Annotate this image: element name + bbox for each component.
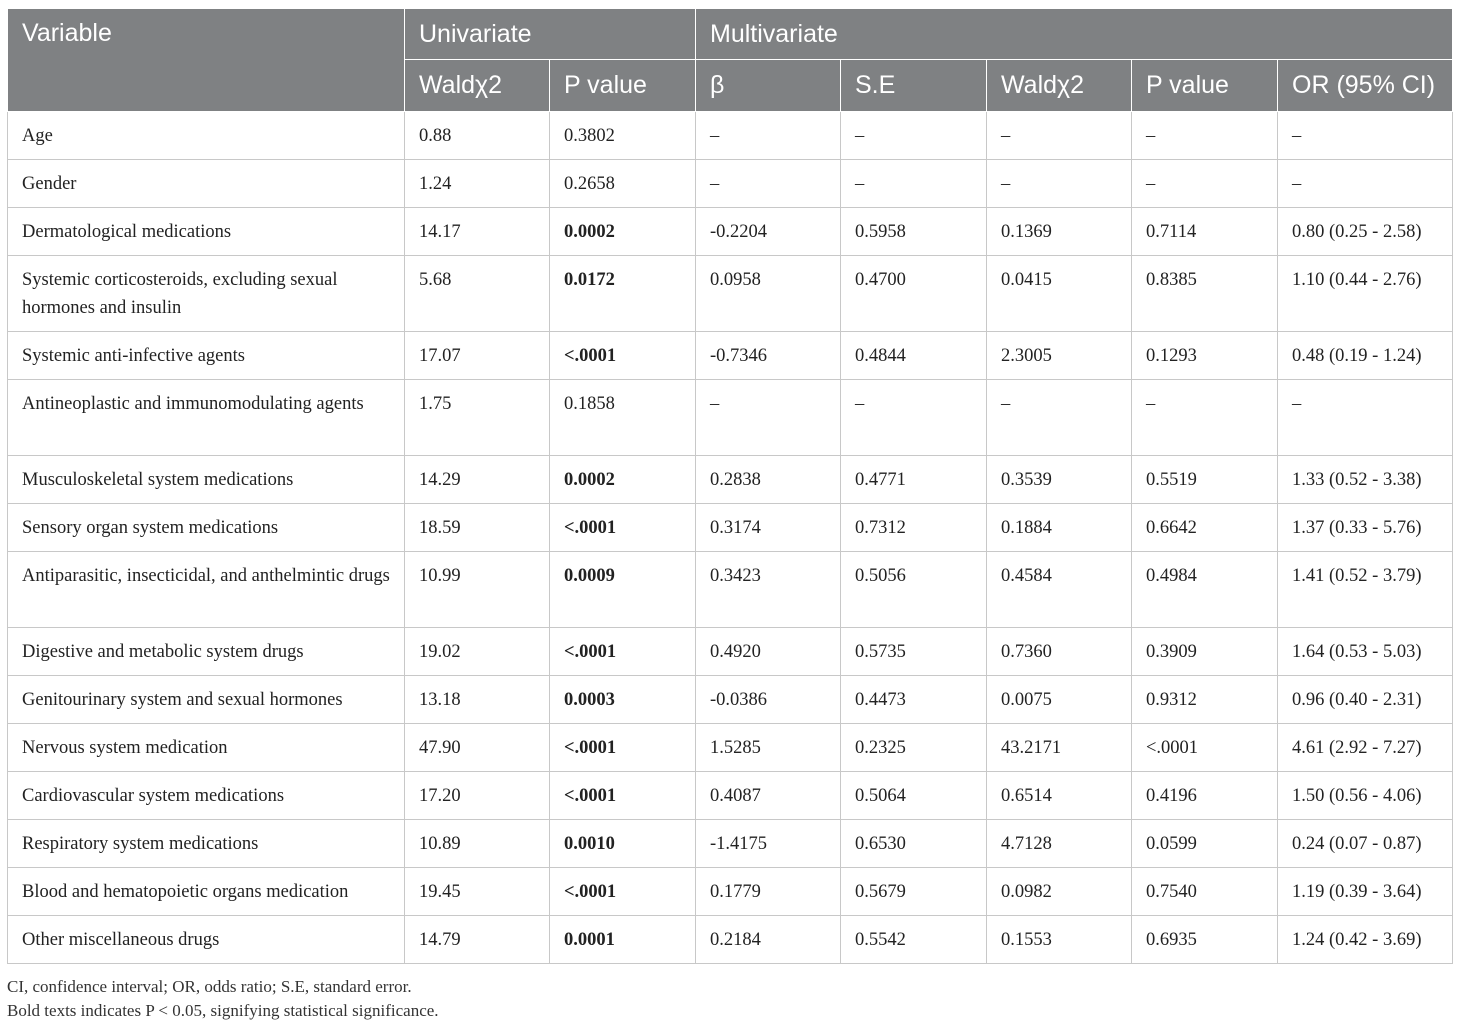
cell-p: 0.0003 bbox=[550, 676, 696, 724]
cell-beta: 0.4087 bbox=[696, 772, 841, 820]
cell-multi-p: – bbox=[1132, 160, 1278, 208]
cell-variable: Blood and hematopoietic organs medication bbox=[8, 868, 405, 916]
table-row bbox=[8, 504, 1453, 552]
cell-multi-wald: 0.4584 bbox=[987, 552, 1132, 628]
cell-multi-wald: 0.1884 bbox=[987, 504, 1132, 552]
cell-wald: 19.02 bbox=[405, 628, 550, 676]
cell-beta: 0.3174 bbox=[696, 504, 841, 552]
cell-or: 1.19 (0.39 - 3.64) bbox=[1278, 868, 1453, 916]
cell-wald: 17.20 bbox=[405, 772, 550, 820]
header-uni-p: P value bbox=[550, 60, 696, 112]
cell-p: <.0001 bbox=[550, 332, 696, 380]
cell-multi-wald: 0.1553 bbox=[987, 916, 1132, 964]
cell-wald: 14.29 bbox=[405, 456, 550, 504]
table-body bbox=[8, 112, 1453, 964]
cell-variable: Antiparasitic, insecticidal, and anthelmintic drugs bbox=[8, 552, 405, 628]
table-row bbox=[8, 820, 1453, 868]
table-row bbox=[8, 456, 1453, 504]
cell-multi-wald: 0.6514 bbox=[987, 772, 1132, 820]
cell-beta: 0.4920 bbox=[696, 628, 841, 676]
table-row bbox=[8, 916, 1453, 964]
cell-wald: 18.59 bbox=[405, 504, 550, 552]
cell-or: 1.41 (0.52 - 3.79) bbox=[1278, 552, 1453, 628]
cell-multi-p: 0.7114 bbox=[1132, 208, 1278, 256]
cell-beta: 0.2184 bbox=[696, 916, 841, 964]
cell-or: 1.64 (0.53 - 5.03) bbox=[1278, 628, 1453, 676]
table-row bbox=[8, 160, 1453, 208]
cell-or: 1.24 (0.42 - 3.69) bbox=[1278, 916, 1453, 964]
cell-beta: 1.5285 bbox=[696, 724, 841, 772]
cell-se: 0.6530 bbox=[841, 820, 987, 868]
table-row bbox=[8, 552, 1453, 628]
cell-multi-wald: 2.3005 bbox=[987, 332, 1132, 380]
cell-beta: – bbox=[696, 160, 841, 208]
table-header bbox=[8, 9, 1453, 112]
cell-or: – bbox=[1278, 380, 1453, 456]
cell-beta: – bbox=[696, 112, 841, 160]
cell-se: 0.5735 bbox=[841, 628, 987, 676]
cell-se: 0.5958 bbox=[841, 208, 987, 256]
cell-wald: 14.17 bbox=[405, 208, 550, 256]
cell-multi-p: 0.5519 bbox=[1132, 456, 1278, 504]
cell-variable: Systemic corticosteroids, excluding sexual hormones and insulin bbox=[8, 256, 405, 332]
cell-wald: 14.79 bbox=[405, 916, 550, 964]
cell-p: <.0001 bbox=[550, 772, 696, 820]
cell-variable: Other miscellaneous drugs bbox=[8, 916, 405, 964]
cell-multi-p: 0.4196 bbox=[1132, 772, 1278, 820]
cell-p: 0.0002 bbox=[550, 208, 696, 256]
cell-p: <.0001 bbox=[550, 628, 696, 676]
cell-variable: Gender bbox=[8, 160, 405, 208]
cell-variable: Nervous system medication bbox=[8, 724, 405, 772]
cell-or: 4.61 (2.92 - 7.27) bbox=[1278, 724, 1453, 772]
cell-multi-wald: – bbox=[987, 112, 1132, 160]
cell-variable: Sensory organ system medications bbox=[8, 504, 405, 552]
cell-beta: -0.2204 bbox=[696, 208, 841, 256]
table-row bbox=[8, 676, 1453, 724]
cell-se: – bbox=[841, 112, 987, 160]
cell-multi-wald: – bbox=[987, 160, 1132, 208]
header-beta: β bbox=[696, 60, 841, 112]
cell-p: 0.2658 bbox=[550, 160, 696, 208]
cell-multi-wald: 0.7360 bbox=[987, 628, 1132, 676]
header-or: OR (95% CI) bbox=[1278, 60, 1453, 112]
cell-wald: 1.75 bbox=[405, 380, 550, 456]
cell-multi-p: 0.8385 bbox=[1132, 256, 1278, 332]
cell-p: <.0001 bbox=[550, 724, 696, 772]
cell-or: 1.33 (0.52 - 3.38) bbox=[1278, 456, 1453, 504]
cell-se: 0.4844 bbox=[841, 332, 987, 380]
cell-wald: 10.99 bbox=[405, 552, 550, 628]
cell-se: 0.5679 bbox=[841, 868, 987, 916]
cell-multi-p: <.0001 bbox=[1132, 724, 1278, 772]
cell-multi-wald: 0.0075 bbox=[987, 676, 1132, 724]
cell-se: 0.4473 bbox=[841, 676, 987, 724]
cell-multi-p: 0.6935 bbox=[1132, 916, 1278, 964]
cell-p: 0.0010 bbox=[550, 820, 696, 868]
cell-p: 0.0002 bbox=[550, 456, 696, 504]
cell-multi-wald: 0.0415 bbox=[987, 256, 1132, 332]
cell-multi-wald: 0.3539 bbox=[987, 456, 1132, 504]
cell-wald: 0.88 bbox=[405, 112, 550, 160]
cell-multi-p: 0.9312 bbox=[1132, 676, 1278, 724]
header-multivariate: Multivariate bbox=[696, 9, 1453, 60]
table-row bbox=[8, 332, 1453, 380]
cell-multi-p: – bbox=[1132, 380, 1278, 456]
table-row bbox=[8, 724, 1453, 772]
cell-variable: Cardiovascular system medications bbox=[8, 772, 405, 820]
cell-or: 0.24 (0.07 - 0.87) bbox=[1278, 820, 1453, 868]
cell-se: 0.4771 bbox=[841, 456, 987, 504]
cell-multi-p: 0.6642 bbox=[1132, 504, 1278, 552]
cell-beta: -0.7346 bbox=[696, 332, 841, 380]
cell-variable: Dermatological medications bbox=[8, 208, 405, 256]
table-row bbox=[8, 772, 1453, 820]
cell-p: 0.0172 bbox=[550, 256, 696, 332]
cell-variable: Antineoplastic and immunomodulating agents bbox=[8, 380, 405, 456]
cell-multi-wald: 0.1369 bbox=[987, 208, 1132, 256]
cell-multi-p: 0.7540 bbox=[1132, 868, 1278, 916]
cell-variable: Genitourinary system and sexual hormones bbox=[8, 676, 405, 724]
cell-wald: 19.45 bbox=[405, 868, 550, 916]
cell-variable: Systemic anti-infective agents bbox=[8, 332, 405, 380]
footnote-bold-note: Bold texts indicates P < 0.05, signifying statistical significance. bbox=[7, 1001, 439, 1020]
cell-variable: Digestive and metabolic system drugs bbox=[8, 628, 405, 676]
cell-variable: Musculoskeletal system medications bbox=[8, 456, 405, 504]
cell-or: 1.50 (0.56 - 4.06) bbox=[1278, 772, 1453, 820]
header-univariate: Univariate bbox=[405, 9, 696, 60]
cell-se: 0.5056 bbox=[841, 552, 987, 628]
header-multi-p: P value bbox=[1132, 60, 1278, 112]
cell-p: 0.3802 bbox=[550, 112, 696, 160]
table-row bbox=[8, 628, 1453, 676]
cell-se: – bbox=[841, 380, 987, 456]
cell-multi-wald: 4.7128 bbox=[987, 820, 1132, 868]
cell-beta: 0.0958 bbox=[696, 256, 841, 332]
cell-variable: Respiratory system medications bbox=[8, 820, 405, 868]
cell-multi-wald: 43.2171 bbox=[987, 724, 1132, 772]
cell-se: 0.2325 bbox=[841, 724, 987, 772]
table-row bbox=[8, 868, 1453, 916]
cell-wald: 10.89 bbox=[405, 820, 550, 868]
cell-se: 0.7312 bbox=[841, 504, 987, 552]
cell-multi-p: 0.3909 bbox=[1132, 628, 1278, 676]
cell-beta: 0.1779 bbox=[696, 868, 841, 916]
header-se: S.E bbox=[841, 60, 987, 112]
cell-multi-p: 0.1293 bbox=[1132, 332, 1278, 380]
cell-beta: -0.0386 bbox=[696, 676, 841, 724]
cell-p: 0.1858 bbox=[550, 380, 696, 456]
cell-p: <.0001 bbox=[550, 504, 696, 552]
cell-variable: Age bbox=[8, 112, 405, 160]
table-row bbox=[8, 112, 1453, 160]
cell-p: 0.0009 bbox=[550, 552, 696, 628]
footnote-abbreviations: CI, confidence interval; OR, odds ratio; S.E, standard error. bbox=[7, 977, 412, 996]
cell-multi-wald: 0.0982 bbox=[987, 868, 1132, 916]
cell-or: – bbox=[1278, 112, 1453, 160]
header-uni-wald: Waldχ2 bbox=[405, 60, 550, 112]
cell-wald: 5.68 bbox=[405, 256, 550, 332]
cell-multi-p: – bbox=[1132, 112, 1278, 160]
table-row bbox=[8, 380, 1453, 456]
cell-wald: 13.18 bbox=[405, 676, 550, 724]
cell-wald: 47.90 bbox=[405, 724, 550, 772]
table-row bbox=[8, 256, 1453, 332]
cell-se: 0.5064 bbox=[841, 772, 987, 820]
cell-or: 1.37 (0.33 - 5.76) bbox=[1278, 504, 1453, 552]
table-footnotes bbox=[7, 975, 1452, 1023]
cell-se: 0.5542 bbox=[841, 916, 987, 964]
cell-beta: 0.2838 bbox=[696, 456, 841, 504]
cell-se: – bbox=[841, 160, 987, 208]
cell-p: <.0001 bbox=[550, 868, 696, 916]
cell-wald: 17.07 bbox=[405, 332, 550, 380]
cell-multi-wald: – bbox=[987, 380, 1132, 456]
header-multi-wald: Waldχ2 bbox=[987, 60, 1132, 112]
cell-wald: 1.24 bbox=[405, 160, 550, 208]
cell-or: 1.10 (0.44 - 2.76) bbox=[1278, 256, 1453, 332]
cell-multi-p: 0.0599 bbox=[1132, 820, 1278, 868]
cell-beta: -1.4175 bbox=[696, 820, 841, 868]
regression-table bbox=[7, 8, 1453, 964]
cell-or: 0.96 (0.40 - 2.31) bbox=[1278, 676, 1453, 724]
cell-beta: – bbox=[696, 380, 841, 456]
cell-or: 0.80 (0.25 - 2.58) bbox=[1278, 208, 1453, 256]
cell-p: 0.0001 bbox=[550, 916, 696, 964]
cell-or: 0.48 (0.19 - 1.24) bbox=[1278, 332, 1453, 380]
cell-multi-p: 0.4984 bbox=[1132, 552, 1278, 628]
cell-se: 0.4700 bbox=[841, 256, 987, 332]
cell-or: – bbox=[1278, 160, 1453, 208]
header-variable: Variable bbox=[8, 9, 405, 112]
cell-beta: 0.3423 bbox=[696, 552, 841, 628]
table-row bbox=[8, 208, 1453, 256]
